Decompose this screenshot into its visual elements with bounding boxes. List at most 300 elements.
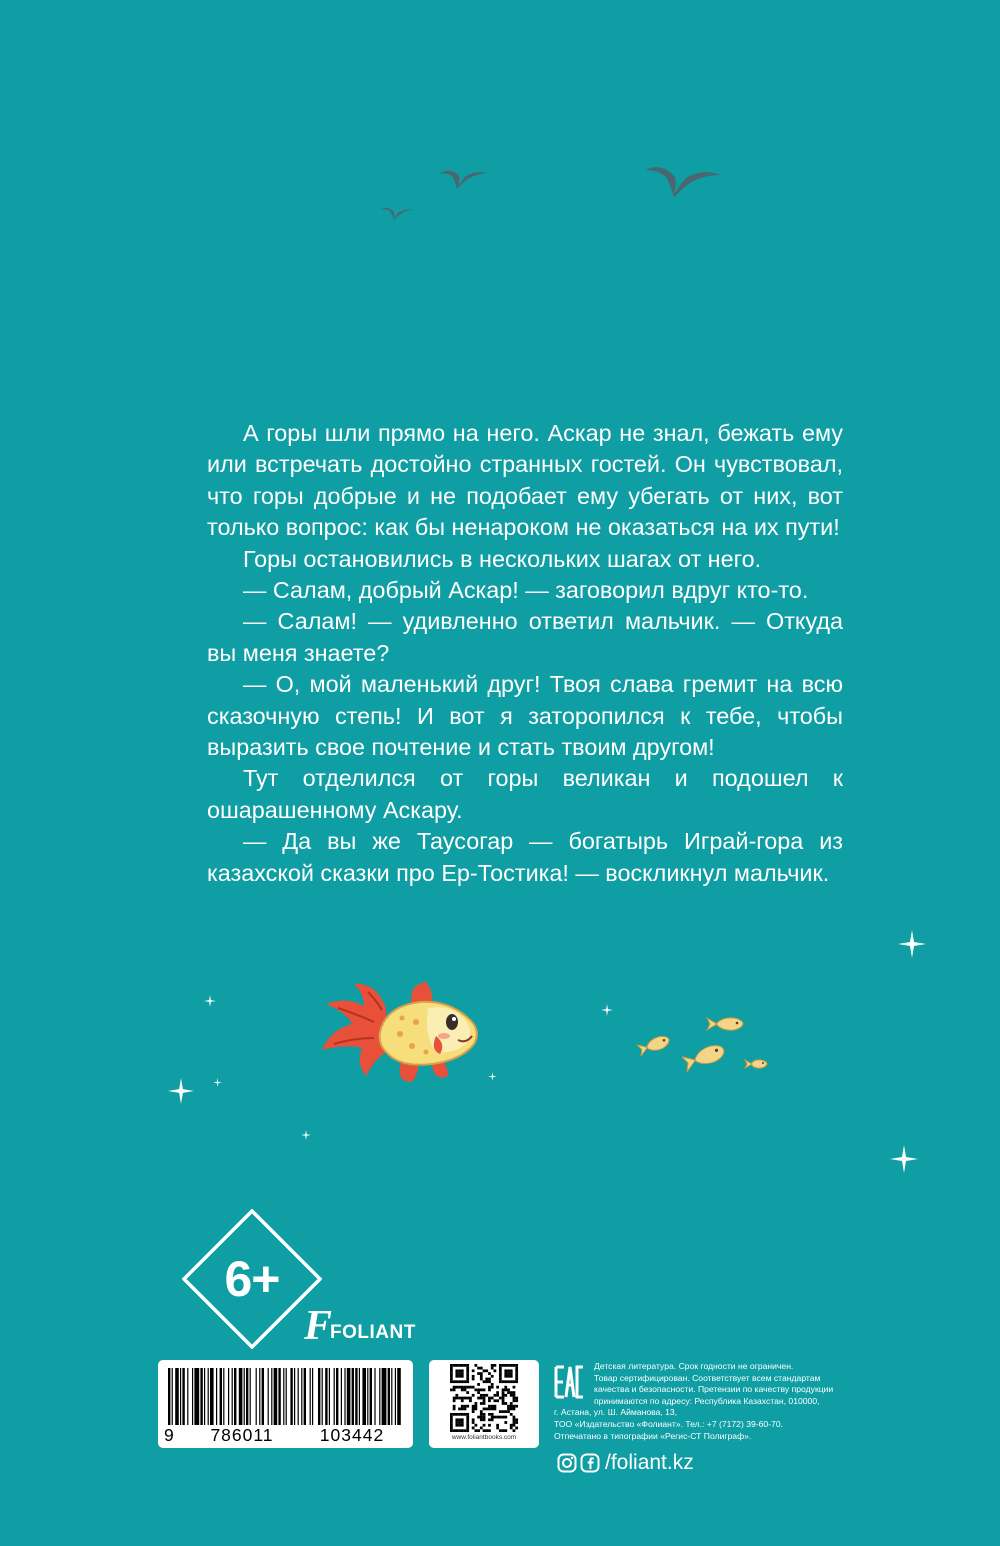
qr-module [464, 1413, 467, 1416]
qr-module [515, 1378, 518, 1381]
qr-module [488, 1397, 491, 1400]
qr-module [474, 1388, 477, 1391]
barcode-bar [244, 1368, 245, 1425]
barcode-bar [204, 1368, 205, 1425]
qr-module [450, 1418, 453, 1421]
barcode-bar [274, 1368, 278, 1425]
barcode-bar [312, 1368, 313, 1425]
qr-module [513, 1405, 516, 1408]
qr-module [466, 1413, 469, 1416]
qr-module [483, 1424, 486, 1427]
sparkle-icon [898, 930, 926, 958]
qr-module [510, 1402, 513, 1405]
qr-module [455, 1375, 458, 1378]
qr-module [455, 1413, 458, 1416]
qr-module [504, 1416, 507, 1419]
qr-module [507, 1410, 510, 1413]
qr-module [507, 1369, 510, 1372]
qr-module [450, 1413, 453, 1416]
qr-module [494, 1416, 497, 1419]
qr-module [453, 1397, 456, 1400]
barcode-bar [271, 1368, 272, 1425]
qr-module [510, 1408, 513, 1411]
qr-module [477, 1388, 480, 1391]
qr-module [499, 1416, 502, 1419]
qr-module [504, 1429, 507, 1432]
isbn-barcode [158, 1360, 413, 1448]
qr-module [483, 1429, 486, 1432]
qr-module [450, 1424, 453, 1427]
sparkle-icon [168, 1078, 194, 1104]
qr-module [499, 1410, 502, 1413]
qr-module [488, 1413, 491, 1416]
qr-module [483, 1408, 486, 1411]
qr-module [461, 1408, 464, 1411]
qr-module [461, 1418, 464, 1421]
barcode-bar [283, 1368, 284, 1425]
barcode-bar [395, 1368, 396, 1425]
qr-module [480, 1410, 483, 1413]
sparkle-icon [301, 1130, 311, 1140]
qr-module [488, 1418, 491, 1421]
qr-module [515, 1380, 518, 1383]
barcode-bar [374, 1368, 375, 1425]
qr-module [494, 1364, 497, 1367]
legal-line: принимаются по адресу: Республика Казахстан, 010000, [594, 1395, 820, 1406]
qr-module [510, 1413, 513, 1416]
qr-module [507, 1372, 510, 1375]
qr-module [513, 1397, 516, 1400]
qr-module [480, 1378, 483, 1381]
qr-module [461, 1386, 464, 1389]
qr-module [488, 1388, 491, 1391]
qr-module [488, 1429, 491, 1432]
qr-module [453, 1405, 456, 1408]
qr-module [458, 1380, 461, 1383]
qr-module [450, 1378, 453, 1381]
qr-module [474, 1402, 477, 1405]
qr-module [513, 1416, 516, 1419]
qr-module [472, 1369, 475, 1372]
qr-module [450, 1375, 453, 1378]
barcode-bar [182, 1368, 184, 1425]
barcode-bars [166, 1368, 405, 1425]
qr-module [455, 1421, 458, 1424]
qr-module [474, 1405, 477, 1408]
barcode-bar [391, 1368, 392, 1425]
qr-module [504, 1394, 507, 1397]
sparkle-icon [488, 1072, 497, 1081]
qr-module [472, 1408, 475, 1411]
qr-module [480, 1372, 483, 1375]
barcode-bar [208, 1368, 209, 1425]
barcode-bar [298, 1368, 299, 1425]
qr-code-box [429, 1360, 539, 1448]
barcode-bar [187, 1368, 188, 1425]
age-rating-label: 6+ [224, 1251, 280, 1307]
qr-module [483, 1394, 486, 1397]
qr-module [513, 1380, 516, 1383]
story-paragraph: — Салам! — удивленно ответил мальчик. — Откуда вы меня знаете? [207, 608, 843, 666]
barcode-bar [352, 1368, 354, 1425]
barcode-bar [325, 1368, 327, 1425]
qr-module [477, 1372, 480, 1375]
qr-module [499, 1429, 502, 1432]
facebook-icon[interactable] [580, 1453, 600, 1473]
qr-module [510, 1380, 513, 1383]
website-link[interactable]: /foliant.kz [605, 1451, 694, 1474]
legal-line: Товар сертифицирован. Соответствует всем стандартам [594, 1372, 821, 1383]
qr-module [458, 1408, 461, 1411]
barcode-bar [200, 1368, 202, 1425]
qr-module [507, 1375, 510, 1378]
barcode-bar [347, 1368, 351, 1425]
qr-module [455, 1364, 458, 1367]
bird-icon [438, 164, 488, 190]
qr-module [502, 1391, 505, 1394]
qr-module [458, 1364, 461, 1367]
barcode-bar [223, 1368, 224, 1425]
qr-module [491, 1405, 494, 1408]
qr-module [502, 1429, 505, 1432]
qr-module [491, 1416, 494, 1419]
qr-module [458, 1429, 461, 1432]
qr-module [458, 1413, 461, 1416]
qr-module [461, 1429, 464, 1432]
qr-module [483, 1399, 486, 1402]
qr-module [480, 1402, 483, 1405]
qr-module [450, 1369, 453, 1372]
qr-module [450, 1367, 453, 1370]
qr-module [502, 1399, 505, 1402]
qr-module [464, 1388, 467, 1391]
qr-module [504, 1364, 507, 1367]
legal-line: г. Астана, ул. Ш. Айманова, 13, [554, 1407, 678, 1418]
barcode-bar [232, 1368, 233, 1425]
qr-module [491, 1418, 494, 1421]
instagram-icon[interactable] [557, 1453, 577, 1473]
qr-module [502, 1402, 505, 1405]
story-paragraph: Горы остановились в нескольких шагах от него. [243, 545, 762, 572]
qr-module [491, 1383, 494, 1386]
qr-module [499, 1375, 502, 1378]
qr-module [472, 1410, 475, 1413]
qr-module [450, 1427, 453, 1430]
qr-module [474, 1424, 477, 1427]
qr-module [472, 1418, 475, 1421]
qr-module [477, 1416, 480, 1419]
barcode-bar [301, 1368, 302, 1425]
qr-module [453, 1386, 456, 1389]
barcode-bar [216, 1368, 217, 1425]
publisher-logo-mark: F [304, 1303, 333, 1349]
qr-module [504, 1372, 507, 1375]
qr-module [510, 1369, 513, 1372]
qr-module [504, 1386, 507, 1389]
qr-module [469, 1397, 472, 1400]
publisher-logo-text: FOLIANT [330, 1322, 416, 1343]
barcode-bar [172, 1368, 173, 1425]
qr-module [480, 1367, 483, 1370]
qr-module [510, 1364, 513, 1367]
qr-module [499, 1369, 502, 1372]
barcode-bar [286, 1368, 287, 1425]
legal-line: качества и безопасности. Претензии по качеству продукции [594, 1384, 834, 1395]
qr-module [515, 1367, 518, 1370]
barcode-bar [210, 1368, 214, 1425]
qr-module [496, 1394, 499, 1397]
qr-module [499, 1372, 502, 1375]
qr-module [488, 1378, 491, 1381]
qr-module [483, 1397, 486, 1400]
qr-module [466, 1416, 469, 1419]
qr-module [464, 1429, 467, 1432]
qr-module [458, 1372, 461, 1375]
qr-module [485, 1378, 488, 1381]
qr-module [466, 1380, 469, 1383]
qr-module [507, 1364, 510, 1367]
qr-module [480, 1394, 483, 1397]
barcode-bar [341, 1368, 342, 1425]
barcode-bar [336, 1368, 338, 1425]
qr-module [469, 1399, 472, 1402]
qr-module [461, 1424, 464, 1427]
qr-module [453, 1388, 456, 1391]
qr-module [450, 1388, 453, 1391]
qr-module [466, 1405, 469, 1408]
qr-module [466, 1391, 469, 1394]
qr-module [502, 1388, 505, 1391]
qr-module [466, 1369, 469, 1372]
qr-module [474, 1408, 477, 1411]
sparkle-icon [601, 1004, 613, 1016]
qr-module [455, 1380, 458, 1383]
qr-module [510, 1375, 513, 1378]
qr-module [491, 1386, 494, 1389]
qr-module [513, 1386, 516, 1389]
qr-module [461, 1369, 464, 1372]
qr-module [480, 1375, 483, 1378]
qr-module [507, 1380, 510, 1383]
qr-module [504, 1375, 507, 1378]
qr-module [491, 1375, 494, 1378]
qr-module [491, 1408, 494, 1411]
qr-module [494, 1394, 497, 1397]
qr-module [499, 1380, 502, 1383]
qr-module [510, 1405, 513, 1408]
qr-module [453, 1429, 456, 1432]
qr-module [499, 1364, 502, 1367]
qr-module [515, 1369, 518, 1372]
qr-module [491, 1413, 494, 1416]
qr-module [496, 1391, 499, 1394]
qr-module [513, 1364, 516, 1367]
qr-module [464, 1364, 467, 1367]
qr-module [513, 1391, 516, 1394]
qr-module [504, 1369, 507, 1372]
qr-code [441, 1364, 527, 1432]
qr-module [466, 1364, 469, 1367]
qr-module [466, 1424, 469, 1427]
qr-caption: www.foliantbooks.com [451, 1434, 517, 1441]
website-link-text[interactable]: foliant.kz [610, 1451, 694, 1474]
qr-module [466, 1375, 469, 1378]
qr-module [480, 1427, 483, 1430]
qr-module [491, 1367, 494, 1370]
qr-module [453, 1364, 456, 1367]
qr-module [485, 1369, 488, 1372]
qr-module [494, 1408, 497, 1411]
small-fish-icon [706, 1016, 744, 1032]
qr-module [499, 1367, 502, 1370]
qr-module [502, 1380, 505, 1383]
qr-module [472, 1375, 475, 1378]
qr-module [461, 1413, 464, 1416]
qr-module [480, 1416, 483, 1419]
qr-module [504, 1380, 507, 1383]
qr-module [502, 1394, 505, 1397]
qr-module [466, 1372, 469, 1375]
qr-module [466, 1386, 469, 1389]
qr-module [464, 1405, 467, 1408]
social-links [557, 1450, 694, 1476]
qr-module [491, 1364, 494, 1367]
qr-module [455, 1394, 458, 1397]
qr-module [491, 1397, 494, 1400]
qr-module [466, 1429, 469, 1432]
qr-module [494, 1399, 497, 1402]
qr-module [513, 1418, 516, 1421]
qr-module [499, 1378, 502, 1381]
legal-line: Отпечатано в типографии «Регис-СТ Полиграф». [554, 1430, 752, 1441]
qr-module [480, 1388, 483, 1391]
qr-module [515, 1375, 518, 1378]
legal-line: ТОО «Издательство «Фолиант». Тел.: +7 (7172) 39-60-70. [554, 1418, 783, 1429]
qr-module [461, 1405, 464, 1408]
qr-module [455, 1424, 458, 1427]
story-paragraph: — О, мой маленький друг! Твоя слава гремит на всю сказочную степь! И вот я заторопился к тебе, чтобы выразить свое почтение и стать твоим другом! [207, 671, 843, 761]
qr-module [450, 1429, 453, 1432]
qr-module [472, 1378, 475, 1381]
qr-module [461, 1372, 464, 1375]
qr-module [461, 1380, 464, 1383]
barcode-digits [164, 1425, 407, 1445]
barcode-bar [379, 1368, 380, 1425]
qr-module [504, 1388, 507, 1391]
qr-module [480, 1397, 483, 1400]
barcode-bar [382, 1368, 387, 1425]
qr-module [461, 1364, 464, 1367]
qr-module [458, 1421, 461, 1424]
barcode-bar [268, 1368, 269, 1425]
barcode-bar [180, 1368, 181, 1425]
qr-module [504, 1410, 507, 1413]
qr-module [483, 1413, 486, 1416]
barcode-bar [294, 1368, 295, 1425]
qr-module [461, 1375, 464, 1378]
qr-module [515, 1405, 518, 1408]
qr-module [510, 1427, 513, 1430]
qr-module [458, 1386, 461, 1389]
qr-module [455, 1397, 458, 1400]
qr-module [466, 1418, 469, 1421]
qr-module [485, 1380, 488, 1383]
qr-module [488, 1399, 491, 1402]
qr-module [464, 1380, 467, 1383]
qr-module [488, 1372, 491, 1375]
qr-module [458, 1369, 461, 1372]
qr-module [461, 1399, 464, 1402]
qr-module [488, 1380, 491, 1383]
qr-module [496, 1424, 499, 1427]
story-excerpt [207, 418, 843, 889]
qr-module [466, 1378, 469, 1381]
qr-module [483, 1418, 486, 1421]
qr-module [496, 1427, 499, 1430]
qr-module [488, 1386, 491, 1389]
qr-module [453, 1413, 456, 1416]
small-fish-icon [744, 1058, 768, 1070]
qr-module [450, 1416, 453, 1419]
barcode-bar [397, 1368, 401, 1425]
qr-module [515, 1397, 518, 1400]
barcode-digit-first: 9 [164, 1425, 174, 1445]
qr-module [466, 1427, 469, 1430]
qr-module [480, 1413, 483, 1416]
qr-module [480, 1418, 483, 1421]
qr-module [450, 1372, 453, 1375]
barcode-bar [194, 1368, 199, 1425]
qr-module [453, 1380, 456, 1383]
qr-module [461, 1421, 464, 1424]
barcode-bar [228, 1368, 229, 1425]
qr-module [466, 1421, 469, 1424]
qr-module [474, 1364, 477, 1367]
qr-module [513, 1394, 516, 1397]
qr-module [496, 1386, 499, 1389]
qr-module [488, 1405, 491, 1408]
barcode-bar [355, 1368, 357, 1425]
qr-module [502, 1364, 505, 1367]
barcode-bar [388, 1368, 390, 1425]
qr-module [504, 1421, 507, 1424]
qr-module [510, 1394, 513, 1397]
qr-module [488, 1424, 491, 1427]
qr-module [472, 1394, 475, 1397]
qr-module [515, 1372, 518, 1375]
qr-module [464, 1386, 467, 1389]
qr-module [513, 1421, 516, 1424]
sparkle-icon [213, 1078, 222, 1087]
barcode-bar [192, 1368, 193, 1425]
sparkle-icon [890, 1145, 918, 1173]
barcode-bar [259, 1368, 260, 1425]
qr-module [515, 1418, 518, 1421]
barcode-bar [344, 1368, 345, 1425]
story-paragraph: — Да вы же Таусогар — богатырь Играй-гора из казахской сказки про Ер-Тостика! — воскликнул мальчик. [207, 828, 843, 886]
qr-module [494, 1405, 497, 1408]
barcode-bar [370, 1368, 372, 1425]
bird-icon [380, 203, 414, 221]
qr-module [507, 1408, 510, 1411]
qr-module [461, 1388, 464, 1391]
qr-module [477, 1397, 480, 1400]
qr-module [510, 1424, 513, 1427]
qr-module [496, 1416, 499, 1419]
qr-module [515, 1364, 518, 1367]
qr-module [455, 1386, 458, 1389]
barcode-bar [220, 1368, 222, 1425]
